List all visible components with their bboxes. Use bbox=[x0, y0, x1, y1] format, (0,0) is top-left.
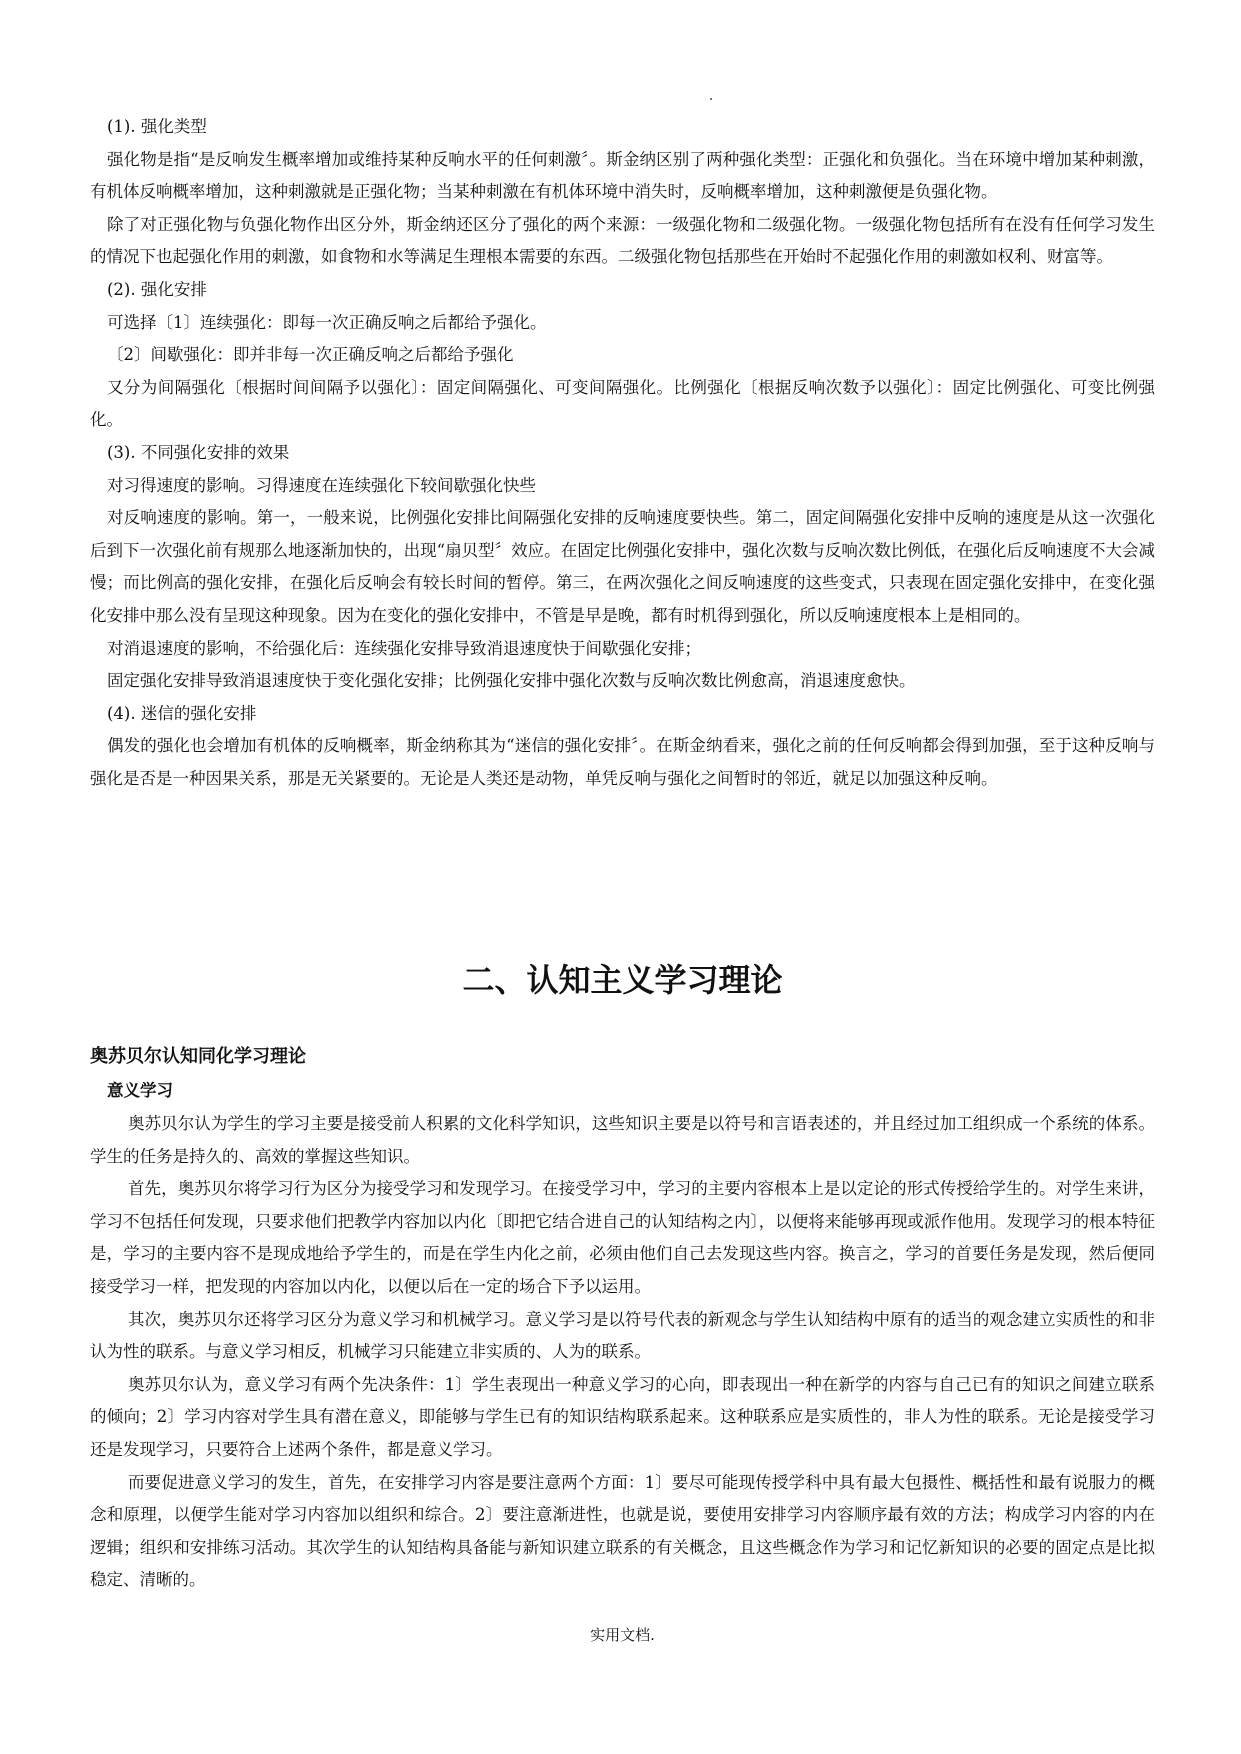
paragraph: 对反响速度的影响。第一，一般来说，比例强化安排比间隔强化安排的反响速度要快些。第二，固定间隔强化安排中反响的速度是从这一次强化后到下一次强化前有规那么地逐渐加快的，出现“扇贝型〞效应。在固定比例强化安排中，强化次数与反响次数比例低，在强化后反响速度不大会减慢；而比例高的强化安排，在强化后反响会有较长时间的暂停。第三，在两次强化之间反响速度的这些变式，只表现在固定强化安排中，在变化强化安排中那么没有呈现这种现象。因为在变化的强化安排中，不管是早是晚，都有时机得到强化，所以反响速度根本上是相同的。 bbox=[90, 508, 1155, 625]
ausubel-heading: 奥苏贝尔认知同化学习理论 bbox=[90, 1046, 306, 1067]
heading-schedule-effects: (3). 不同强化安排的效果 bbox=[107, 442, 290, 462]
meaningful-learning-heading: 意义学习 bbox=[107, 1081, 173, 1100]
paragraph: 对习得速度的影响。习得速度在连续强化下较间歇强化快些 bbox=[107, 475, 536, 495]
paragraph: 〔2〕间歇强化：即并非每一次正确反响之后都给予强化 bbox=[107, 345, 514, 365]
paragraph: 奥苏贝尔认为学生的学习主要是接受前人积累的文化科学知识，这些知识主要是以符号和言语表述的，并且经过加工组织成一个系统的体系。学生的任务是持久的、高效的掌握这些知识。 bbox=[90, 1114, 1155, 1166]
page-footer: 实用文档. bbox=[590, 1626, 655, 1644]
heading-reinforcement-types: (1). 强化类型 bbox=[107, 117, 207, 136]
paragraph: 强化物是指“是反响发生概率增加或维持某种反响水平的任何刺激〞。斯金纳区别了两种强化类型：正强化和负强化。当在环境中增加某种刺激，有机体反响概率增加，这种刺激就是正强化物；当某种刺激在有机体环境中消失时，反响概率增加，这种刺激便是负强化物。 bbox=[90, 149, 1155, 202]
heading-superstition: (4). 迷信的强化安排 bbox=[107, 703, 257, 723]
heading-reinforcement-schedule: (2). 强化安排 bbox=[107, 279, 207, 299]
paragraph: 对消退速度的影响，不给强化后：连续强化安排导致消退速度快于间歇强化安排； bbox=[107, 638, 701, 658]
top-mark bbox=[710, 98, 712, 100]
section-title: 二、认知主义学习理论 bbox=[462, 961, 783, 999]
paragraph: 可选择〔1〕连续强化：即每一次正确反响之后都给予强化。 bbox=[107, 312, 547, 332]
paragraph: 首先，奥苏贝尔将学习行为区分为接受学习和发现学习。在接受学习中，学习的主要内容根本上是以定论的形式传授给学生的。对学生来讲，学习不包括任何发现，只要求他们把教学内容加以内化〔即把它结合进自己的认知结构之内〕，以便将来能够再现或派作他用。发现学习的根本特征是，学习的主要内容不是现成地给予学生的，而是在学生内化之前，必须由他们自己去发现这些内容。换言之，学习的首要任务是发现，然后便同接受学习一样，把发现的内容加以内化，以便以后在一定的场合下予以运用。 bbox=[90, 1179, 1155, 1296]
paragraph: 除了对正强化物与负强化物作出区分外，斯金纳还区分了强化的两个来源：一级强化物和二级强化物。一级强化物包括所有在没有任何学习发生的情况下也起强化作用的刺激，如食物和水等满足生理根本需要的东西。二级强化物包括那些在开始时不起强化作用的刺激如权利、财富等。 bbox=[90, 214, 1155, 267]
paragraph: 固定强化安排导致消退速度快于变化强化安排；比例强化安排中强化次数与反响次数比例愈高，消退速度愈快。 bbox=[107, 671, 916, 691]
paragraph: 而要促进意义学习的发生，首先，在安排学习内容是要注意两个方面：1〕要尽可能现传授学科中具有最大包摄性、概括性和最有说服力的概念和原理，以便学生能对学习内容加以组织和综合。2〕要注意渐进性，也就是说，要使用安排学习内容顺序最有效的方法；构成学习内容的内在逻辑；组织和安排练习活动。其次学生的认知结构具备能与新知识建立联系的有关概念，且这些概念作为学习和记忆新知识的必要的固定点是比拟稳定、清晰的。 bbox=[90, 1472, 1155, 1590]
ausubel-block bbox=[90, 1040, 1155, 1597]
paragraph: 其次，奥苏贝尔还将学习区分为意义学习和机械学习。意义学习是以符号代表的新观念与学生认知结构中原有的适当的观念建立实质性的和非认为性的联系。与意义学习相反，机械学习只能建立非实质的、人为的联系。 bbox=[90, 1309, 1155, 1362]
paragraph: 又分为间隔强化〔根据时间间隔予以强化〕：固定间隔强化、可变间隔强化。比例强化〔根据反响次数予以强化〕：固定比例强化、可变比例强化。 bbox=[90, 377, 1155, 430]
document-page bbox=[90, 0, 1155, 1754]
reinforcement-block bbox=[90, 111, 1155, 795]
paragraph: 偶发的强化也会增加有机体的反响概率，斯金纳称其为“迷信的强化安排〞。在斯金纳看来，强化之前的任何反响都会得到加强，至于这种反响与强化是否是一种因果关系，那是无关紧要的。无论是人类还是动物，单凭反响与强化之间暂时的邻近，就足以加强这种反响。 bbox=[90, 736, 1155, 788]
paragraph: 奥苏贝尔认为，意义学习有两个先决条件：1〕学生表现出一种意义学习的心向，即表现出一种在新学的内容与自己已有的知识之间建立联系的倾向；2〕学习内容对学生具有潜在意义，即能够与学生已有的知识结构联系起来。这种联系应是实质性的，非人为性的联系。无论是接受学习还是发现学习，只要符合上述两个条件，都是意义学习。 bbox=[90, 1374, 1155, 1459]
